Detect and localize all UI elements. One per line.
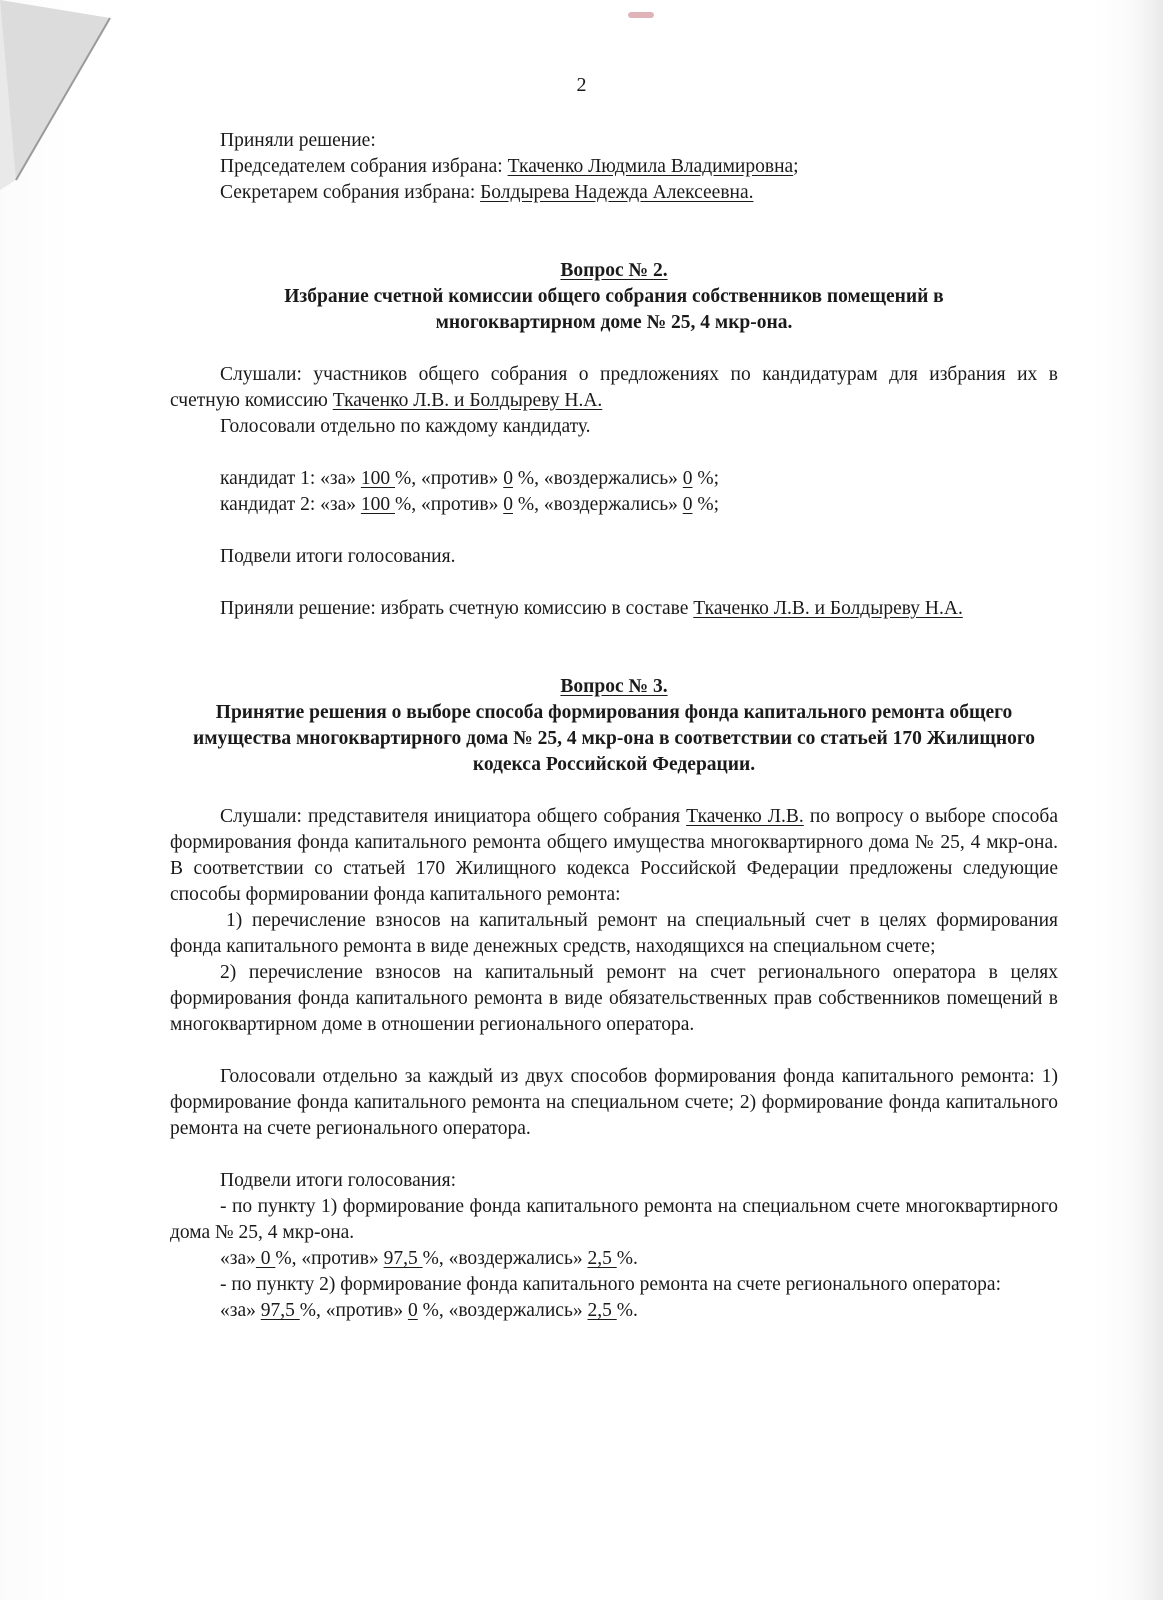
q2-listened-names: Ткаченко Л.В. и Болдыреву Н.А. <box>332 390 603 411</box>
candidate-label: кандидат 1: «за» <box>220 468 361 489</box>
page-number: 2 <box>576 74 587 96</box>
vote-end: %; <box>692 468 720 489</box>
q2-results-summary: Подвели итоги голосования. <box>220 546 456 567</box>
secretary-label: Секретарем собрания избрана: <box>220 182 481 203</box>
q3-option-1: 1) перечисление взносов на капитальный ремонт на специальный счет в целях формирования фонда капитального ремонта в виде денежных средств, находящихся на специальном счете; <box>170 910 1058 957</box>
q3-number: Вопрос № 3. <box>560 676 668 697</box>
q1-chairman-line <box>170 154 1058 180</box>
vote-vozd: 0 <box>682 468 693 489</box>
q3-item-2: - по пункту 2) формирование фонда капитального ремонта на счете регионального оператора: <box>220 1274 1001 1295</box>
q3-results-label: Подвели итоги голосования: <box>220 1170 456 1191</box>
candidate-label: кандидат 2: «за» <box>220 494 361 515</box>
vote-protiv: 0 <box>407 1300 418 1321</box>
chairman-label: Председателем собрания избрана: <box>220 156 508 177</box>
secretary-name: Болдырева Надежда Алексеевна. <box>480 182 754 203</box>
vote-vozd-label: %, «воздержались» <box>422 1248 588 1269</box>
vote-za-label: «за» <box>220 1248 256 1269</box>
q2-decision <box>170 596 1058 622</box>
q3-listened <box>170 804 1058 908</box>
scan-edge-shadow <box>1133 0 1163 1600</box>
vote-za: 100 <box>360 494 395 515</box>
q3-option-2: 2) перечисление взносов на капитальный ремонт на счет регионального оператора в целях формирования фонда капитального ремонта в виде обязательственных прав собственников помещений в многоквартирном доме в отношении регионального оператора. <box>170 962 1058 1035</box>
q3-item-1: - по пункту 1) формирование фонда капитального ремонта на специальном счете многоквартирного дома № 25, 4 мкр-она. <box>170 1196 1058 1243</box>
vote-za: 0 <box>255 1248 276 1269</box>
vote-za-label: «за» <box>220 1300 261 1321</box>
vote-vozd: 2,5 <box>587 1300 617 1321</box>
q3-item-1-votes <box>170 1246 1058 1272</box>
candidate-1-votes <box>170 466 1058 492</box>
q3-voted: Голосовали отдельно за каждый из двух способов формирования фонда капитального ремонта: 1) формирование фонда капитального ремонта на специальном счете; 2) формирование фонда капитального ремонта на счете регионального оператора. <box>170 1066 1058 1139</box>
q3-item-2-votes <box>170 1298 1058 1324</box>
vote-vozd: 2,5 <box>587 1248 617 1269</box>
q2-listened <box>170 362 1058 414</box>
scan-mark <box>628 12 654 18</box>
vote-vozd: 0 <box>682 494 693 515</box>
chairman-name: Ткаченко Людмила Владимировна <box>507 156 794 177</box>
vote-protiv-label: %, «против» <box>275 1248 384 1269</box>
vote-za: 97,5 <box>260 1300 300 1321</box>
candidate-2-votes <box>170 492 1058 518</box>
vote-vozd-label: %, «воздержались» <box>417 1300 588 1321</box>
q1-secretary-line <box>170 180 1058 206</box>
q3-listened-start: Слушали: представителя инициатора общего собрания <box>220 806 687 827</box>
folded-corner-shadow <box>0 0 140 200</box>
q3-title: Принятие решения о выборе способа формирования фонда капитального ремонта общего имущества многоквартирного дома № 25, 4 мкр-она в соответствии со статьей 170 Жилищного кодекса Российской Федерации. <box>192 702 1035 775</box>
vote-vozd-label: %, «воздержались» <box>512 494 683 515</box>
vote-protiv-label: %, «против» <box>395 468 504 489</box>
vote-vozd-label: %, «воздержались» <box>512 468 683 489</box>
q3-listened-name: Ткаченко Л.В. <box>686 806 804 827</box>
vote-end: %. <box>616 1300 638 1321</box>
q1-decision-label: Приняли решение: <box>220 130 376 151</box>
vote-protiv: 97,5 <box>383 1248 423 1269</box>
chairman-end: ; <box>793 156 799 177</box>
vote-protiv-label: %, «против» <box>395 494 504 515</box>
vote-protiv: 0 <box>503 468 513 489</box>
document-body <box>170 128 1058 1324</box>
q2-number: Вопрос № 2. <box>560 260 668 281</box>
vote-za: 100 <box>360 468 395 489</box>
vote-end: %; <box>692 494 720 515</box>
vote-protiv-label: %, «против» <box>299 1300 408 1321</box>
q2-title: Избрание счетной комиссии общего собрания собственников помещений в многоквартирном доме № 25, 4 мкр-она. <box>284 286 944 333</box>
vote-protiv: 0 <box>503 494 513 515</box>
q2-decision-text: Приняли решение: избрать счетную комиссию в составе <box>220 598 694 619</box>
q2-listened-text: Слушали: участников общего собрания о предложениях по кандидатурам для избрания их в счетную комиссию <box>170 364 1058 411</box>
vote-end: %. <box>616 1248 638 1269</box>
q2-voted-separately: Голосовали отдельно по каждому кандидату. <box>220 416 591 437</box>
q2-decision-names: Ткаченко Л.В. и Болдыреву Н.А. <box>693 598 963 619</box>
q3-listened-rest: по вопросу о выборе способа формирования фонда капитального ремонта общего имущества многоквартирного дома № 25, 4 мкр-она. В соответствии со статьей 170 Жилищного кодекса Российской Федерации предложены следующие способы формировании фонда капитального ремонта: <box>170 806 1059 905</box>
